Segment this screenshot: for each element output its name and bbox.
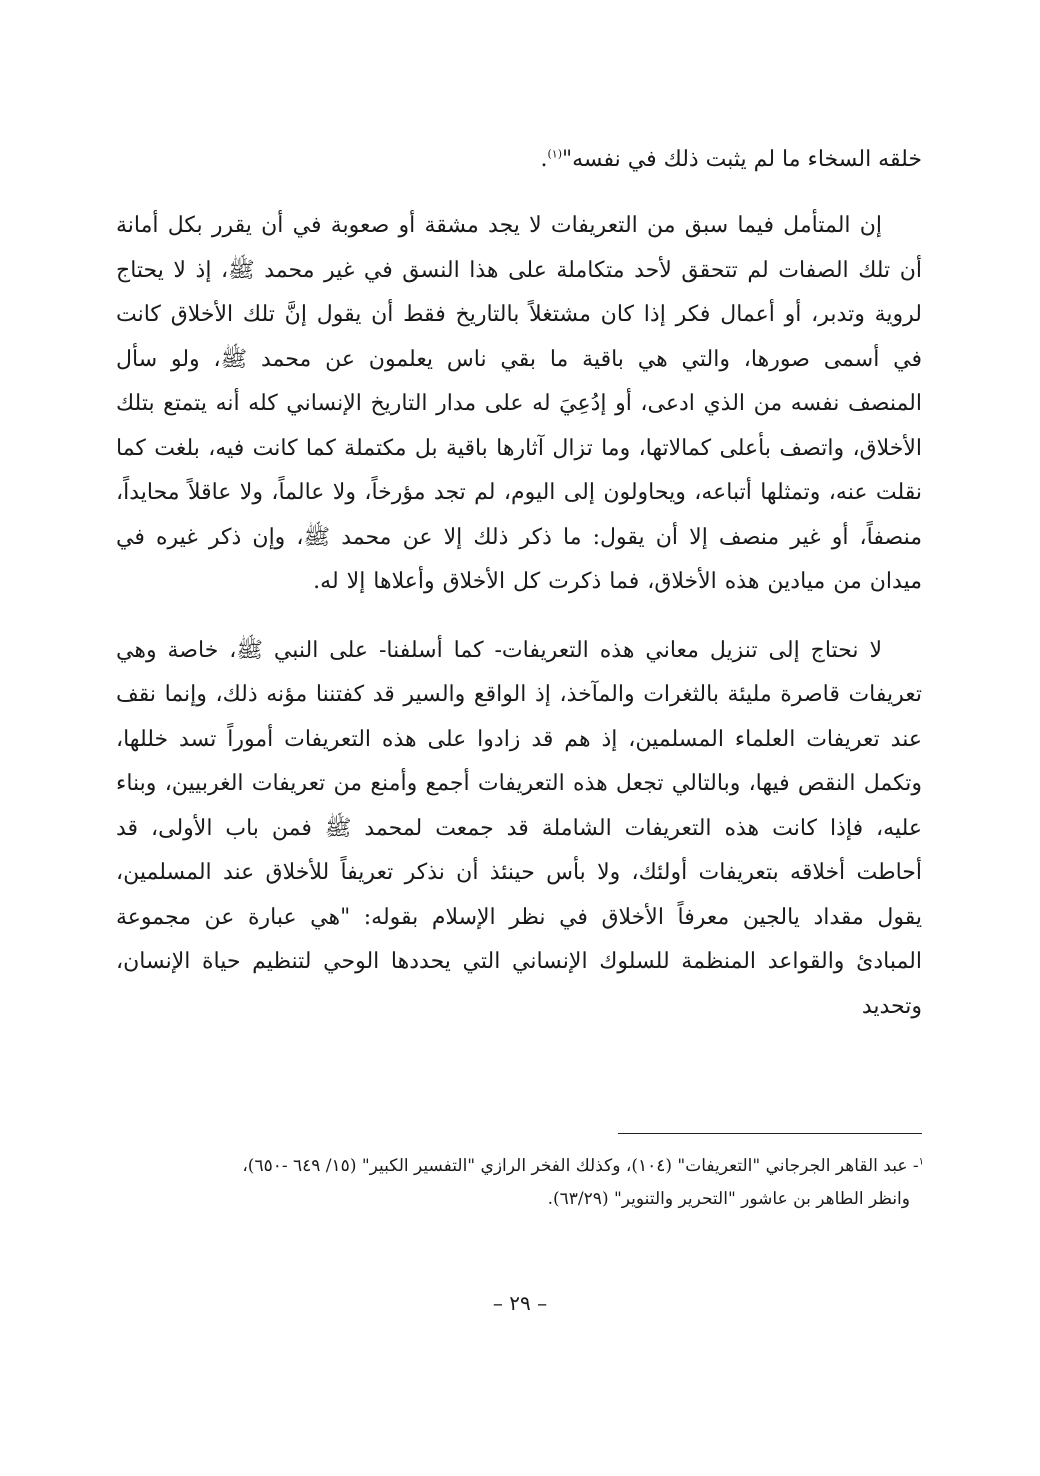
footnote-mark: ١ [918, 1156, 924, 1168]
opening-line [116, 138, 922, 182]
page-body [116, 138, 922, 1029]
footnotes [114, 1150, 924, 1216]
footnote-separator [618, 1133, 922, 1134]
paragraph-2: لا نحتاج إلى تنزيل معاني هذه التعريفات- كما أسلفنا- على النبي ﷺ، خاصة وهي تعريفات قاصرة مليئة بالثغرات والمآخذ، إذ الواقع والسير قد كفتننا مؤنه ذلك، وإنما نقف عند تعريفات العلماء المسلمين، إذ هم قد زادوا على هذه التعريفات أموراً تسد خللها، وتكمل النقص فيها، وبالتالي تجعل هذه التعريفات أجمع وأمنع من تعريفات الغربيين، وبناء عليه، فإذا كانت هذه التعريفات الشاملة قد جمعت لمحمد ﷺ فمن باب الأولى، قد أحاطت أخلاقه بتعريفات أولئك، ولا بأس حينئذ أن نذكر تعريفاً للأخلاق عند المسلمين، يقول مقداد يالجين معرفاً الأخلاق في نظر الإسلام بقوله: "هي عبارة عن مجموعة المبادئ والقواعد المنظمة للسلوك الإنساني التي يحددها الوحي لتنظيم حياة الإنسان، وتحديد [116, 637, 922, 1019]
page-number: – ٢٩ – [492, 1291, 548, 1315]
opening-line-text: خلقه السخاء ما لم يثبت ذلك في نفسه" [562, 147, 922, 172]
footnote-reference[interactable]: (١) [547, 147, 563, 161]
opening-line-end: . [540, 147, 548, 172]
paragraph-1: إن المتأمل فيما سبق من التعريفات لا يجد مشقة أو صعوبة في أن يقرر بكل أمانة أن تلك الصفات لم تتحقق لأحد متكاملة على هذا النسق في غير محمد ﷺ، إذ لا يحتاج لروية وتدبر، أو أعمال فكر إذا كان مشتغلاً بالتاريخ فقط أن يقول إنَّ تلك الأخلاق كانت في أسمى صورها، والتي هي باقية ما بقي ناس يعلمون عن محمد ﷺ، ولو سأل المنصف نفسه من الذي ادعى، أو إدُعِيَ له على مدار التاريخ الإنساني كله أنه يتمتع بتلك الأخلاق، واتصف بأعلى كمالاتها، وما تزال آثارها باقية بل مكتملة كما كانت فيه، بلغت كما نقلت عنه، وتمثلها أتباعه، ويحاولون إلى اليوم، لم تجد مؤرخاً، ولا عالماً، ولا عاقلاً محايداً، منصفاً، أو غير منصف إلا أن يقول: ما ذكر ذلك إلا عن محمد ﷺ، وإن ذكر غيره في ميدان من ميادين هذه الأخلاق، فما ذكرت كل الأخلاق وأعلاها إلا له. [116, 213, 922, 594]
footnote-line-2: وانظر الطاهر بن عاشور "التحرير والتنوير" (٦٣/٢٩). [547, 1189, 910, 1209]
footnote-line-1: - عبد القاهر الجرجاني "التعريفات" (١٠٤)، وكذلك الفخر الرازي "التفسير الكبير" (١٥/ ٦٤٩ -٦٥٠)، [242, 1156, 919, 1176]
footnote-1 [114, 1150, 924, 1183]
